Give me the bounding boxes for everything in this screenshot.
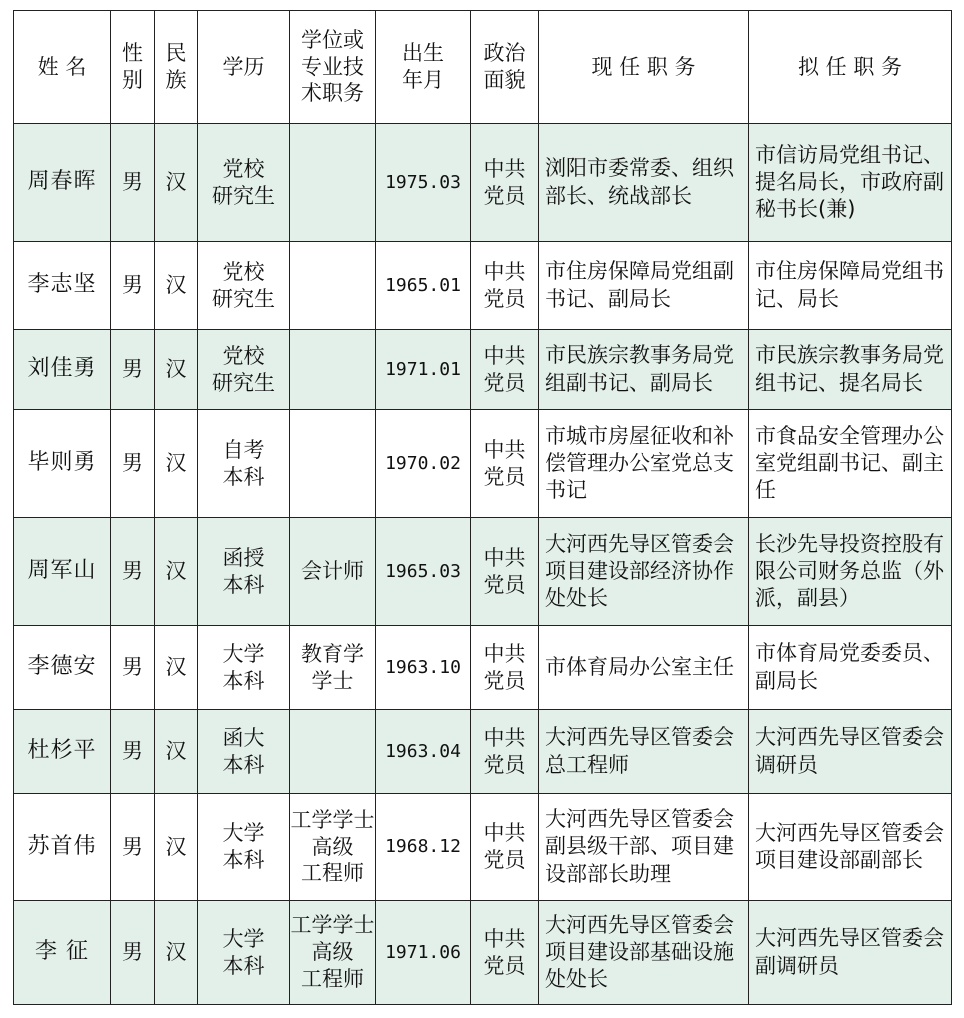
header-row: [14, 11, 952, 124]
header-ethnicity: 民 族: [155, 11, 198, 124]
header-name: 姓 名: [14, 11, 111, 124]
header-birth: 出生 年月: [376, 11, 471, 124]
cell-current-position: 市体育局办公室主任: [539, 626, 749, 710]
cell-birth: 1975.03: [376, 124, 471, 242]
cell-name: 周军山: [14, 518, 111, 626]
header-education: 学历: [198, 11, 290, 124]
cell-birth: 1970.02: [376, 410, 471, 518]
cell-current-position: 大河西先导区管委会项目建设部基础设施处处长: [539, 901, 749, 1005]
cell-party: 中共 党员: [471, 626, 539, 710]
header-current-position: 现 任 职 务: [539, 11, 749, 124]
cell-name: 李志坚: [14, 242, 111, 330]
header-party: 政治 面貌: [471, 11, 539, 124]
table-row: [14, 410, 952, 518]
cell-ethnicity: 汉: [155, 794, 198, 901]
cell-ethnicity: 汉: [155, 242, 198, 330]
cell-gender: 男: [111, 518, 155, 626]
cell-birth: 1971.06: [376, 901, 471, 1005]
cell-degree: [290, 242, 376, 330]
cell-degree: [290, 124, 376, 242]
cell-birth: 1965.01: [376, 242, 471, 330]
cell-gender: 男: [111, 410, 155, 518]
header-proposed-position: 拟 任 职 务: [749, 11, 952, 124]
cell-party: 中共 党员: [471, 124, 539, 242]
cell-degree: 会计师: [290, 518, 376, 626]
cell-education: 大学 本科: [198, 794, 290, 901]
cell-gender: 男: [111, 242, 155, 330]
cell-name: 李 征: [14, 901, 111, 1005]
cell-name: 苏首伟: [14, 794, 111, 901]
cell-ethnicity: 汉: [155, 410, 198, 518]
cell-proposed-position: 市食品安全管理办公室党组副书记、副主任: [749, 410, 952, 518]
cell-proposed-position: 大河西先导区管委会项目建设部副部长: [749, 794, 952, 901]
cell-party: 中共 党员: [471, 242, 539, 330]
cell-education: 党校 研究生: [198, 242, 290, 330]
cell-birth: 1965.03: [376, 518, 471, 626]
cell-party: 中共 党员: [471, 518, 539, 626]
cell-birth: 1971.01: [376, 330, 471, 410]
cell-degree: [290, 710, 376, 794]
table-row: [14, 710, 952, 794]
cell-ethnicity: 汉: [155, 710, 198, 794]
cell-party: 中共 党员: [471, 901, 539, 1005]
cell-proposed-position: 市体育局党委委员、副局长: [749, 626, 952, 710]
cell-proposed-position: 市信访局党组书记、提名局长，市政府副秘书长(兼): [749, 124, 952, 242]
cell-degree: [290, 330, 376, 410]
header-gender: 性 别: [111, 11, 155, 124]
cell-name: 周春晖: [14, 124, 111, 242]
cell-gender: 男: [111, 901, 155, 1005]
cell-party: 中共 党员: [471, 330, 539, 410]
cell-ethnicity: 汉: [155, 124, 198, 242]
cell-education: 党校 研究生: [198, 124, 290, 242]
cell-gender: 男: [111, 124, 155, 242]
cell-ethnicity: 汉: [155, 518, 198, 626]
cell-degree: [290, 410, 376, 518]
cell-gender: 男: [111, 330, 155, 410]
cell-education: 党校 研究生: [198, 330, 290, 410]
table-row: [14, 901, 952, 1005]
cell-education: 大学 本科: [198, 626, 290, 710]
cell-party: 中共 党员: [471, 410, 539, 518]
cell-ethnicity: 汉: [155, 901, 198, 1005]
cell-proposed-position: 市民族宗教事务局党组书记、提名局长: [749, 330, 952, 410]
cell-education: 函大 本科: [198, 710, 290, 794]
header-degree: 学位或 专业技 术职务: [290, 11, 376, 124]
table-row: [14, 330, 952, 410]
cell-gender: 男: [111, 626, 155, 710]
cell-current-position: 大河西先导区管委会副县级干部、项目建设部部长助理: [539, 794, 749, 901]
table-row: [14, 794, 952, 901]
cell-ethnicity: 汉: [155, 626, 198, 710]
cell-degree: 工学学士 高级 工程师: [290, 794, 376, 901]
cell-birth: 1963.04: [376, 710, 471, 794]
cell-proposed-position: 大河西先导区管委会副调研员: [749, 901, 952, 1005]
table-row: [14, 518, 952, 626]
cell-gender: 男: [111, 710, 155, 794]
cadre-appointment-table: [13, 10, 952, 1005]
cell-proposed-position: 大河西先导区管委会调研员: [749, 710, 952, 794]
cell-name: 杜杉平: [14, 710, 111, 794]
table-row: [14, 124, 952, 242]
cell-gender: 男: [111, 794, 155, 901]
cell-ethnicity: 汉: [155, 330, 198, 410]
cell-current-position: 市住房保障局党组副书记、副局长: [539, 242, 749, 330]
cell-current-position: 大河西先导区管委会项目建设部经济协作处处长: [539, 518, 749, 626]
cell-proposed-position: 市住房保障局党组书记、局长: [749, 242, 952, 330]
cell-proposed-position: 长沙先导投资控股有限公司财务总监（外派，副县）: [749, 518, 952, 626]
table-row: [14, 626, 952, 710]
cell-birth: 1968.12: [376, 794, 471, 901]
cell-education: 大学 本科: [198, 901, 290, 1005]
cell-name: 李德安: [14, 626, 111, 710]
cell-education: 函授 本科: [198, 518, 290, 626]
cell-birth: 1963.10: [376, 626, 471, 710]
cell-name: 刘佳勇: [14, 330, 111, 410]
cell-current-position: 市城市房屋征收和补偿管理办公室党总支书记: [539, 410, 749, 518]
cell-name: 毕则勇: [14, 410, 111, 518]
cell-education: 自考 本科: [198, 410, 290, 518]
cell-current-position: 市民族宗教事务局党组副书记、副局长: [539, 330, 749, 410]
cell-degree: 教育学 学士: [290, 626, 376, 710]
cell-current-position: 大河西先导区管委会总工程师: [539, 710, 749, 794]
cell-party: 中共 党员: [471, 710, 539, 794]
cell-current-position: 浏阳市委常委、组织部长、统战部长: [539, 124, 749, 242]
table-row: [14, 242, 952, 330]
cell-party: 中共 党员: [471, 794, 539, 901]
cell-degree: 工学学士 高级 工程师: [290, 901, 376, 1005]
